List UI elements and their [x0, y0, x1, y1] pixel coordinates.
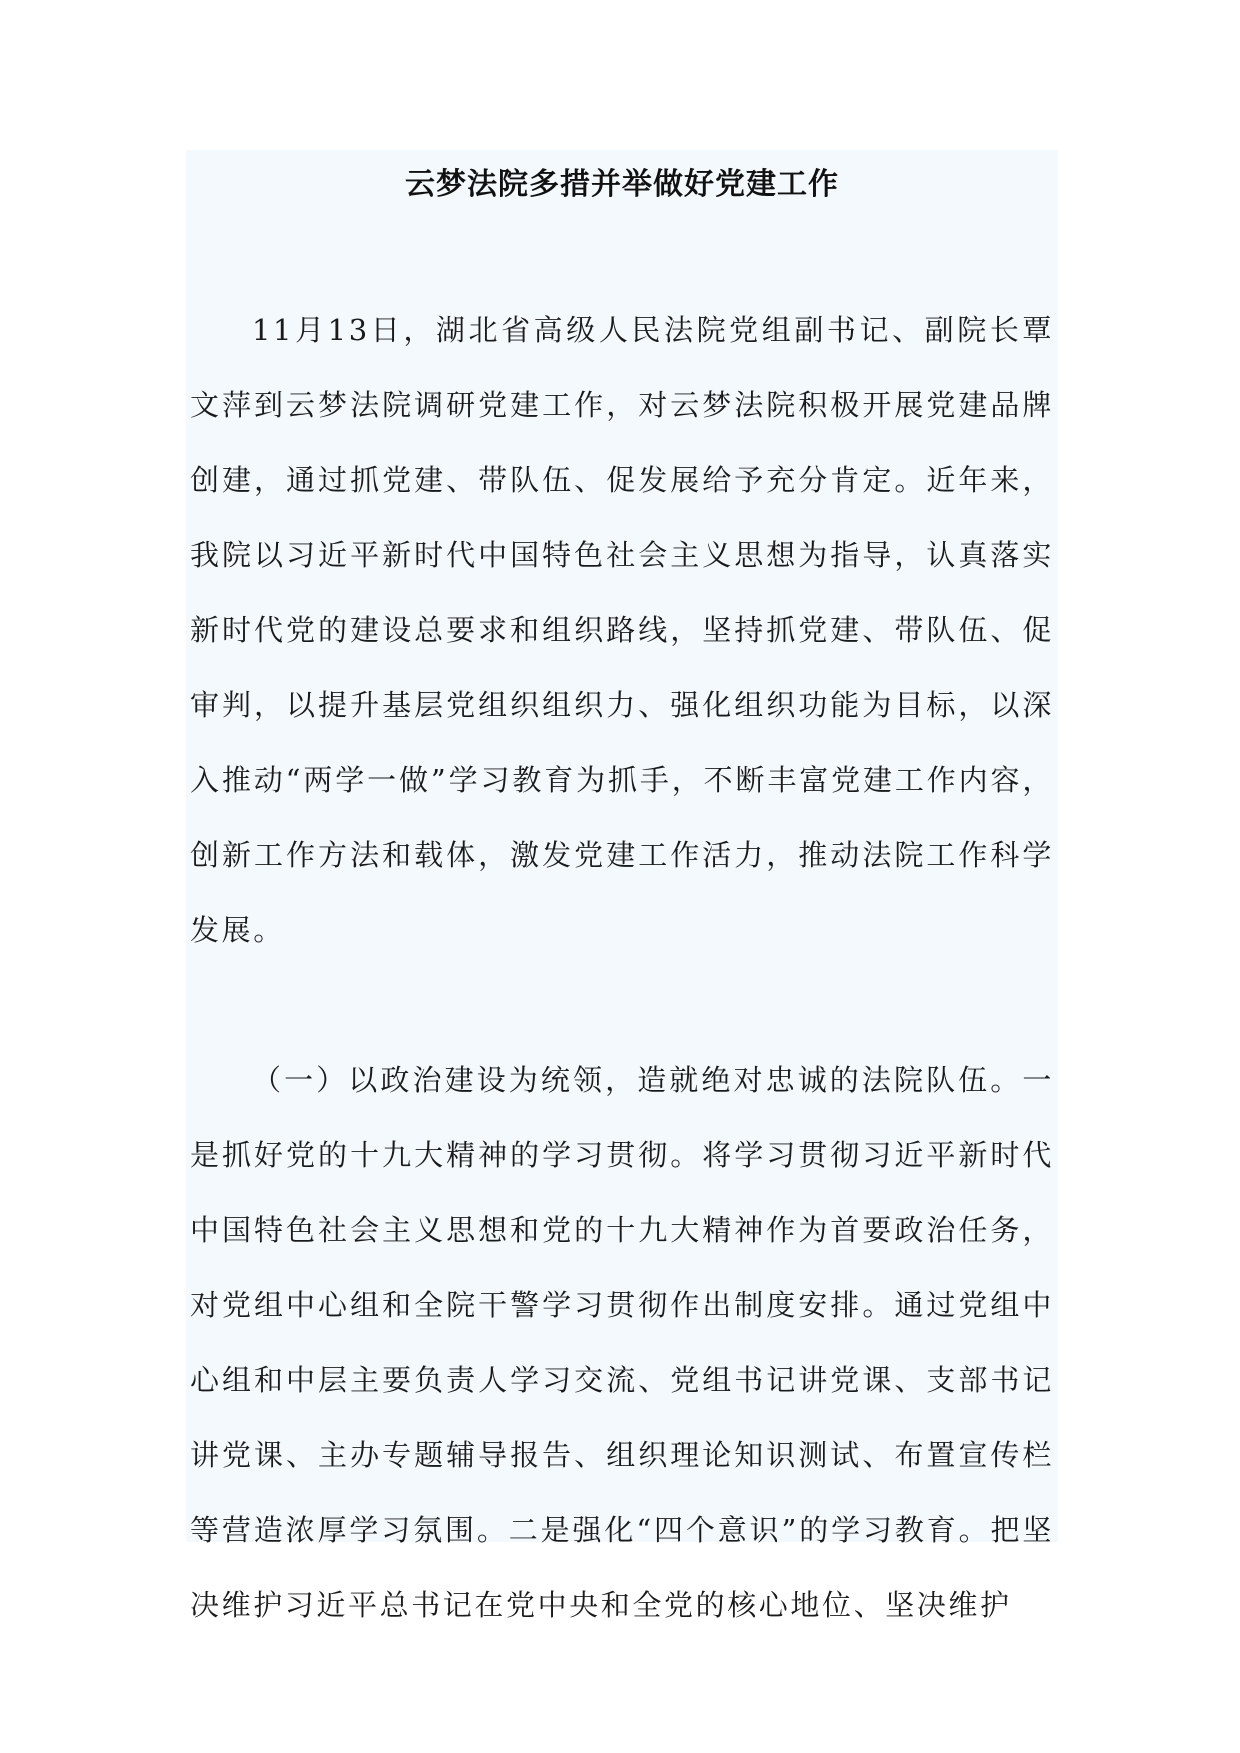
article-title: 云梦法院多措并举做好党建工作 [405, 167, 839, 202]
paragraph-section-one: （一）以政治建设为统领，造就绝对忠诚的法院队伍。一是抓好党的十九大精神的学习贯彻。将学习贯彻习近平新时代中国特色社会主义思想和党的十九大精神作为首要政治任务，对党组中心组和全院干警学习贯彻作出制度安排。通过党组中心组和中层主要负责人学习交流、党组书记讲党课、支部书记讲党课、主办专题辅导报告、组织理论知识测试、布置宣传栏等营造浓厚学习氛围。二是强化“四个意识”的学习教育。把坚决维护习近平总书记在党中央和全党的核心地位、坚决维护 [190, 1063, 1054, 1622]
article-body [186, 150, 1058, 1622]
paragraph-intro: 11月13日，湖北省高级人民法院党组副书记、副院长覃文萍到云梦法院调研党建工作，对云梦法院积极开展党建品牌创建，通过抓党建、带队伍、促发展给予充分肯定。近年来，我院以习近平新时代中国特色社会主义思想为指导，认真落实新时代党的建设总要求和组织路线，坚持抓党建、带队伍、促审判，以提升基层党组织组织力、强化组织功能为目标，以深入推动“两学一做”学习教育为抓手，不断丰富党建工作内容，创新工作方法和载体，激发党建工作活力，推动法院工作科学发展。 [190, 313, 1054, 947]
